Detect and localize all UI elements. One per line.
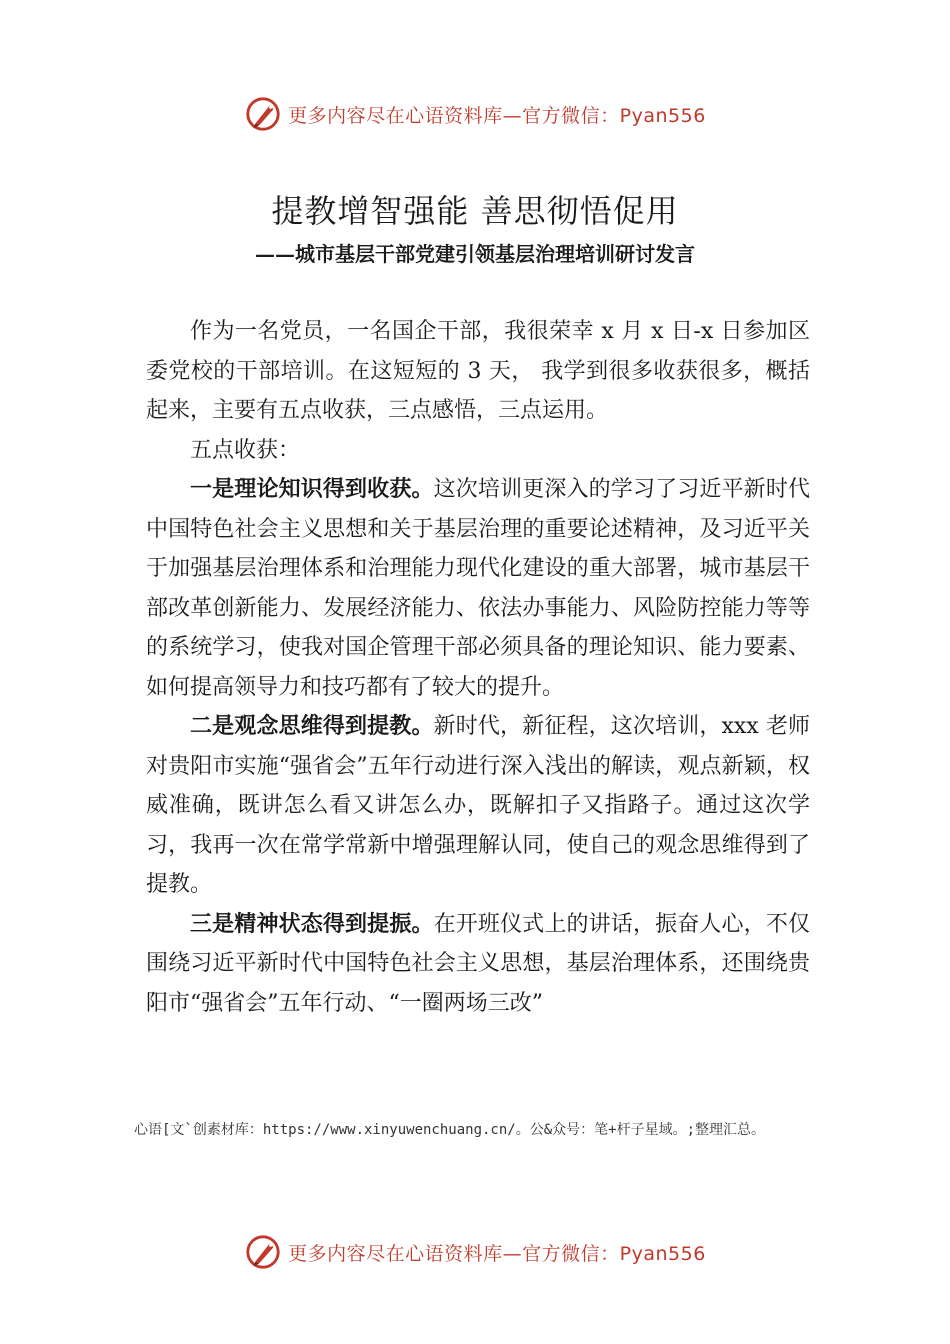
header-banner xyxy=(0,94,950,134)
point-lead: 一是理论知识得到收获。 xyxy=(190,476,434,502)
document-subtitle: ——城市基层干部党建引领基层治理培训研讨发言 xyxy=(255,242,695,266)
point-paragraph xyxy=(146,470,810,707)
document-title: 提教增智强能 善思彻悟促用 xyxy=(271,192,679,230)
pen-nib-logo-icon xyxy=(244,1233,282,1271)
footer-banner xyxy=(0,1232,950,1272)
pen-nib-logo-icon xyxy=(244,95,282,133)
intro-paragraph: 作为一名党员，一名国企干部，我很荣幸 x 月 x 日-x 日参加区委党校的干部培训。在这短短的 3 天， 我学到很多收获很多，概括起来，主要有五点收获，三点感悟，三点运用。 xyxy=(146,319,810,423)
point-lead: 三是精神状态得到提振。 xyxy=(190,910,434,937)
point-text: 新时代，新征程，这次培训，xxx 老师对贵阳市实施“强省会”五年行动进行深入浅出的解读，观点新颖，权威准确，既讲怎么看又讲怎么办，既解扣子又指路子。通过这次学习，我再一次在常学常新中增强理解认同，使自己的观念思维得到了提教。 xyxy=(146,714,810,897)
point-paragraph xyxy=(146,707,810,905)
source-note: 心语[文`创素材库：https://www.xinyuwenchuang.cn/。公&众号：笔+杆子星域。;整理汇总。 xyxy=(134,1122,766,1138)
point-lead: 二是观念思维得到提教。 xyxy=(190,713,434,739)
point-text: 在开班仪式上的讲话，振奋人心，不仅围绕习近平新时代中国特色社会主义思想，基层治理体系，还围绕贵阳市“强省会”五年行动、“一圈两场三改” xyxy=(146,911,810,1016)
point-text: 这次培训更深入的学习了习近平新时代中国特色社会主义思想和关于基层治理的重要论述精神，及习近平关于加强基层治理体系和治理能力现代化建设的重大部署，城市基层干部改革创新能力、发展经济能力、依法办事能力、风险防控能力等等的系统学习，使我对国企管理干部必须具备的理论知识、能力要素、如何提高领导力和技巧都有了较大的提升。 xyxy=(146,477,810,700)
section-heading: 五点收获： xyxy=(190,437,301,463)
banner-text: 更多内容尽在心语资料库—官方微信：Pyan556 xyxy=(288,104,706,127)
point-paragraph xyxy=(146,905,810,1024)
banner-text: 更多内容尽在心语资料库—官方微信：Pyan556 xyxy=(288,1242,706,1265)
document-body xyxy=(146,312,810,1023)
